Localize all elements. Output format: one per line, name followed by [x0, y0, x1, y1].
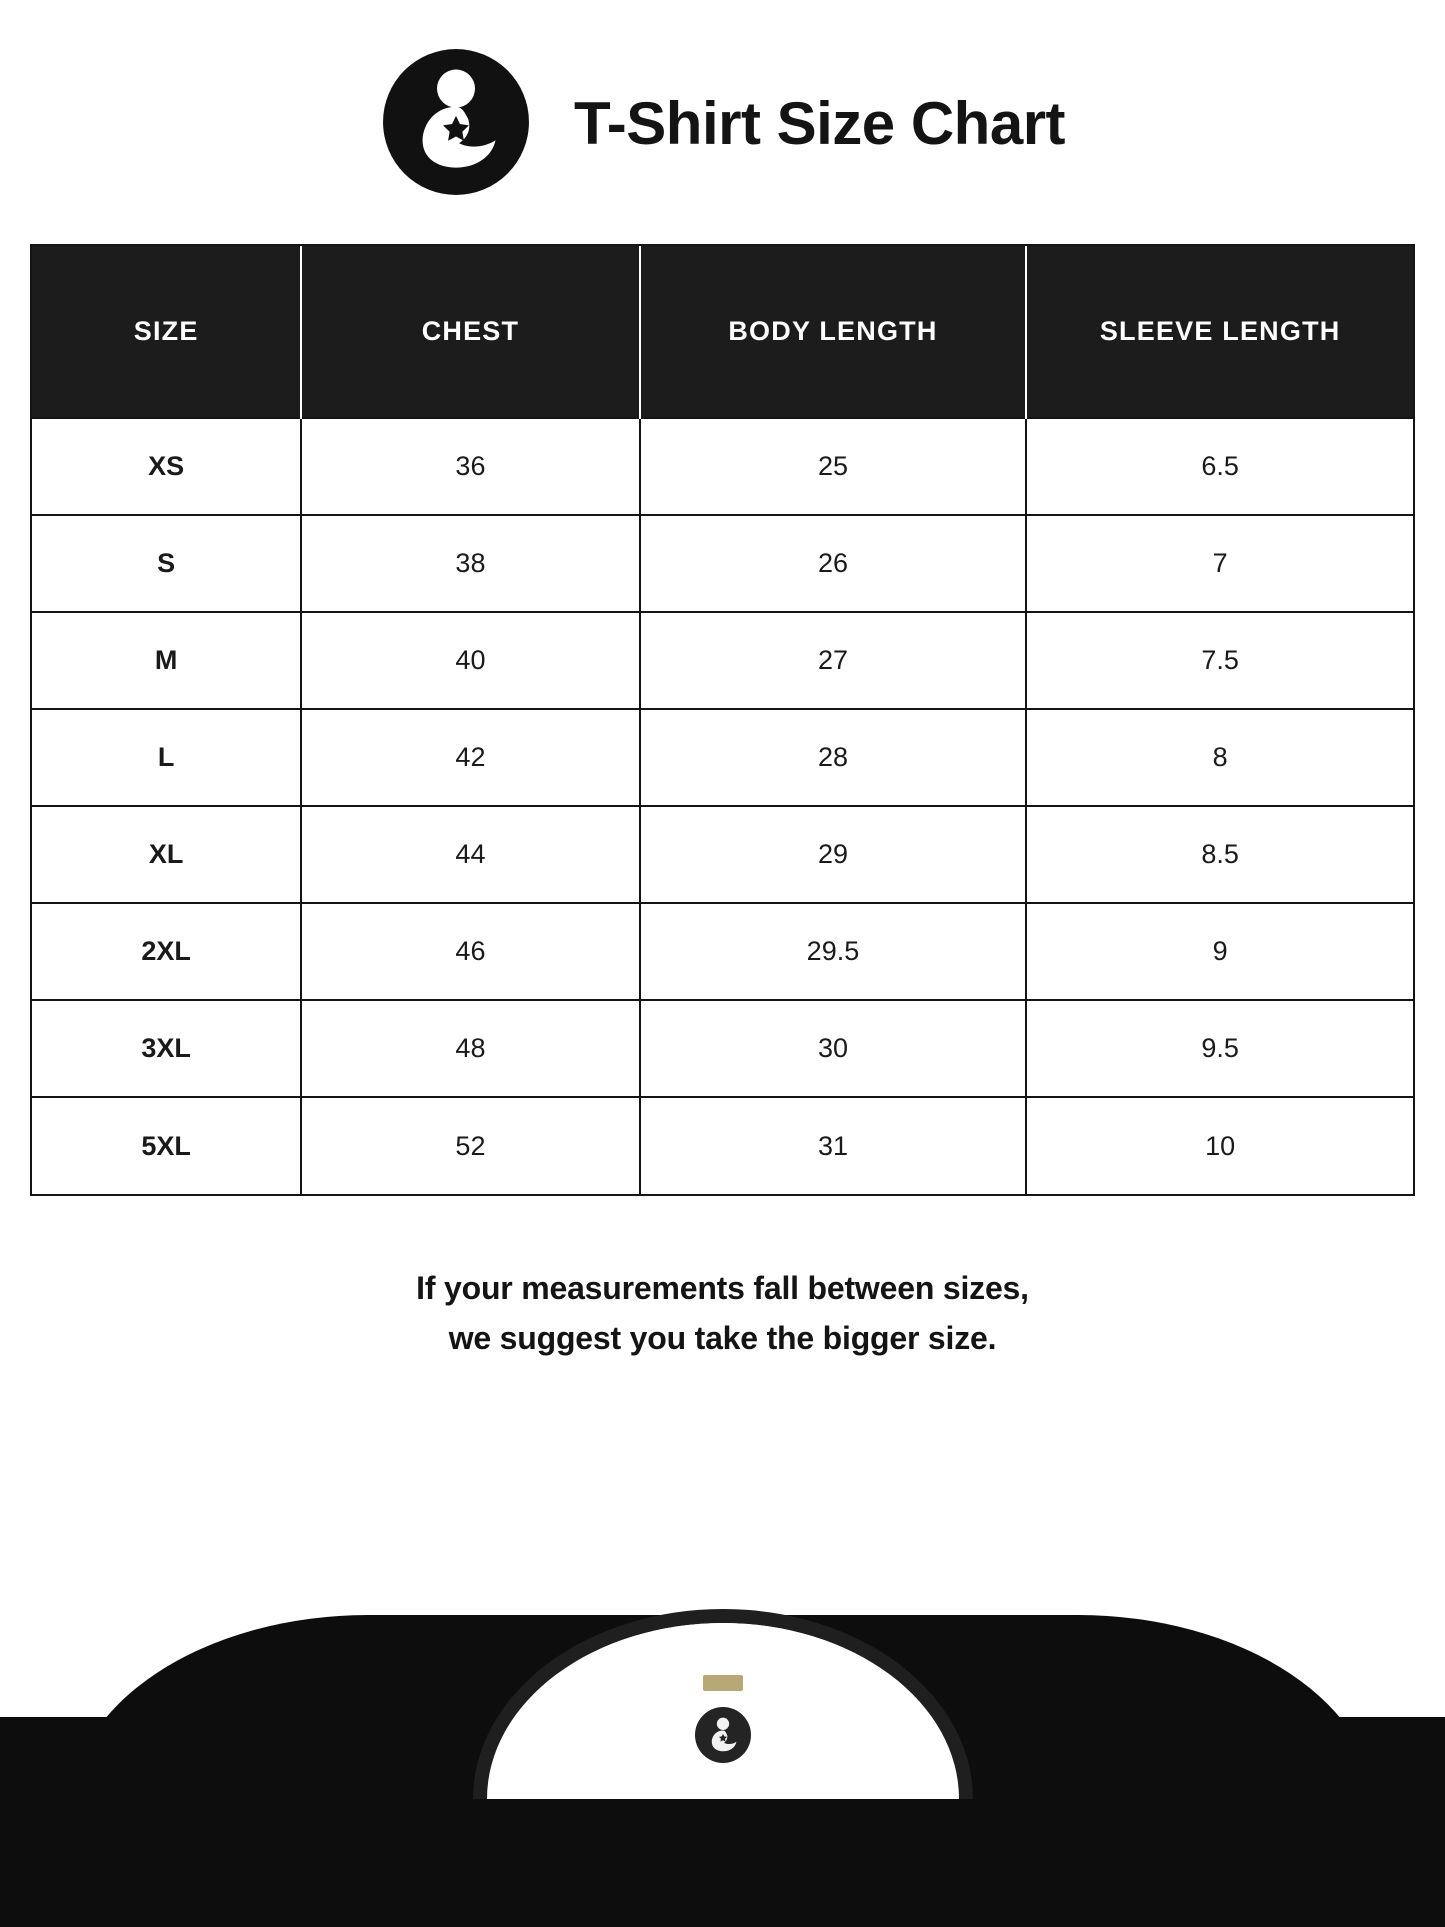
cell-chest: 36 [301, 418, 639, 515]
cell-size: 2XL [32, 903, 301, 1000]
table-row [32, 612, 1413, 709]
cell-body-length: 29.5 [640, 903, 1027, 1000]
cell-chest: 38 [301, 515, 639, 612]
cell-body-length: 29 [640, 806, 1027, 903]
column-header-sleeve-length: SLEEVE LENGTH [1026, 246, 1413, 418]
cell-body-length: 28 [640, 709, 1027, 806]
page-header [0, 0, 1445, 208]
cell-chest: 48 [301, 1000, 639, 1097]
neck-tag-icon [703, 1675, 743, 1691]
table-row [32, 1000, 1413, 1097]
table-row [32, 903, 1413, 1000]
cell-chest: 46 [301, 903, 639, 1000]
cell-body-length: 25 [640, 418, 1027, 515]
cell-sleeve-length: 6.5 [1026, 418, 1413, 515]
person-in-circle-brand-icon [695, 1707, 751, 1763]
cell-sleeve-length: 7.5 [1026, 612, 1413, 709]
sizing-note-line-2: we suggest you take the bigger size. [448, 1319, 997, 1356]
cell-size: XS [32, 418, 301, 515]
cell-size: L [32, 709, 301, 806]
size-chart-table-container [30, 244, 1415, 1196]
table-row [32, 709, 1413, 806]
cell-sleeve-length: 7 [1026, 515, 1413, 612]
person-in-circle-brand-icon [380, 46, 532, 198]
column-header-chest: CHEST [301, 246, 639, 418]
cell-size: 5XL [32, 1097, 301, 1194]
table-header-row [32, 246, 1413, 418]
cell-body-length: 26 [640, 515, 1027, 612]
table-row [32, 515, 1413, 612]
size-chart-table [32, 246, 1413, 1194]
cell-sleeve-length: 9.5 [1026, 1000, 1413, 1097]
cell-sleeve-length: 9 [1026, 903, 1413, 1000]
sizing-note-line-1: If your measurements fall between sizes, [416, 1270, 1029, 1306]
black-tshirt-collar-photo [0, 1597, 1445, 1927]
cell-chest: 40 [301, 612, 639, 709]
table-row [32, 1097, 1413, 1194]
column-header-body-length: BODY LENGTH [640, 246, 1027, 418]
cell-size: 3XL [32, 1000, 301, 1097]
cell-sleeve-length: 10 [1026, 1097, 1413, 1194]
page-title: T-Shirt Size Chart [573, 90, 1066, 157]
cell-size: XL [32, 806, 301, 903]
cell-chest: 44 [301, 806, 639, 903]
cell-size: S [32, 515, 301, 612]
cell-body-length: 31 [640, 1097, 1027, 1194]
table-row [32, 418, 1413, 515]
cell-body-length: 27 [640, 612, 1027, 709]
table-row [32, 806, 1413, 903]
cell-chest: 52 [301, 1097, 639, 1194]
cell-sleeve-length: 8 [1026, 709, 1413, 806]
cell-size: M [32, 612, 301, 709]
cell-chest: 42 [301, 709, 639, 806]
cell-body-length: 30 [640, 1000, 1027, 1097]
sizing-note [0, 1264, 1445, 1363]
column-header-size: SIZE [32, 246, 301, 418]
cell-sleeve-length: 8.5 [1026, 806, 1413, 903]
